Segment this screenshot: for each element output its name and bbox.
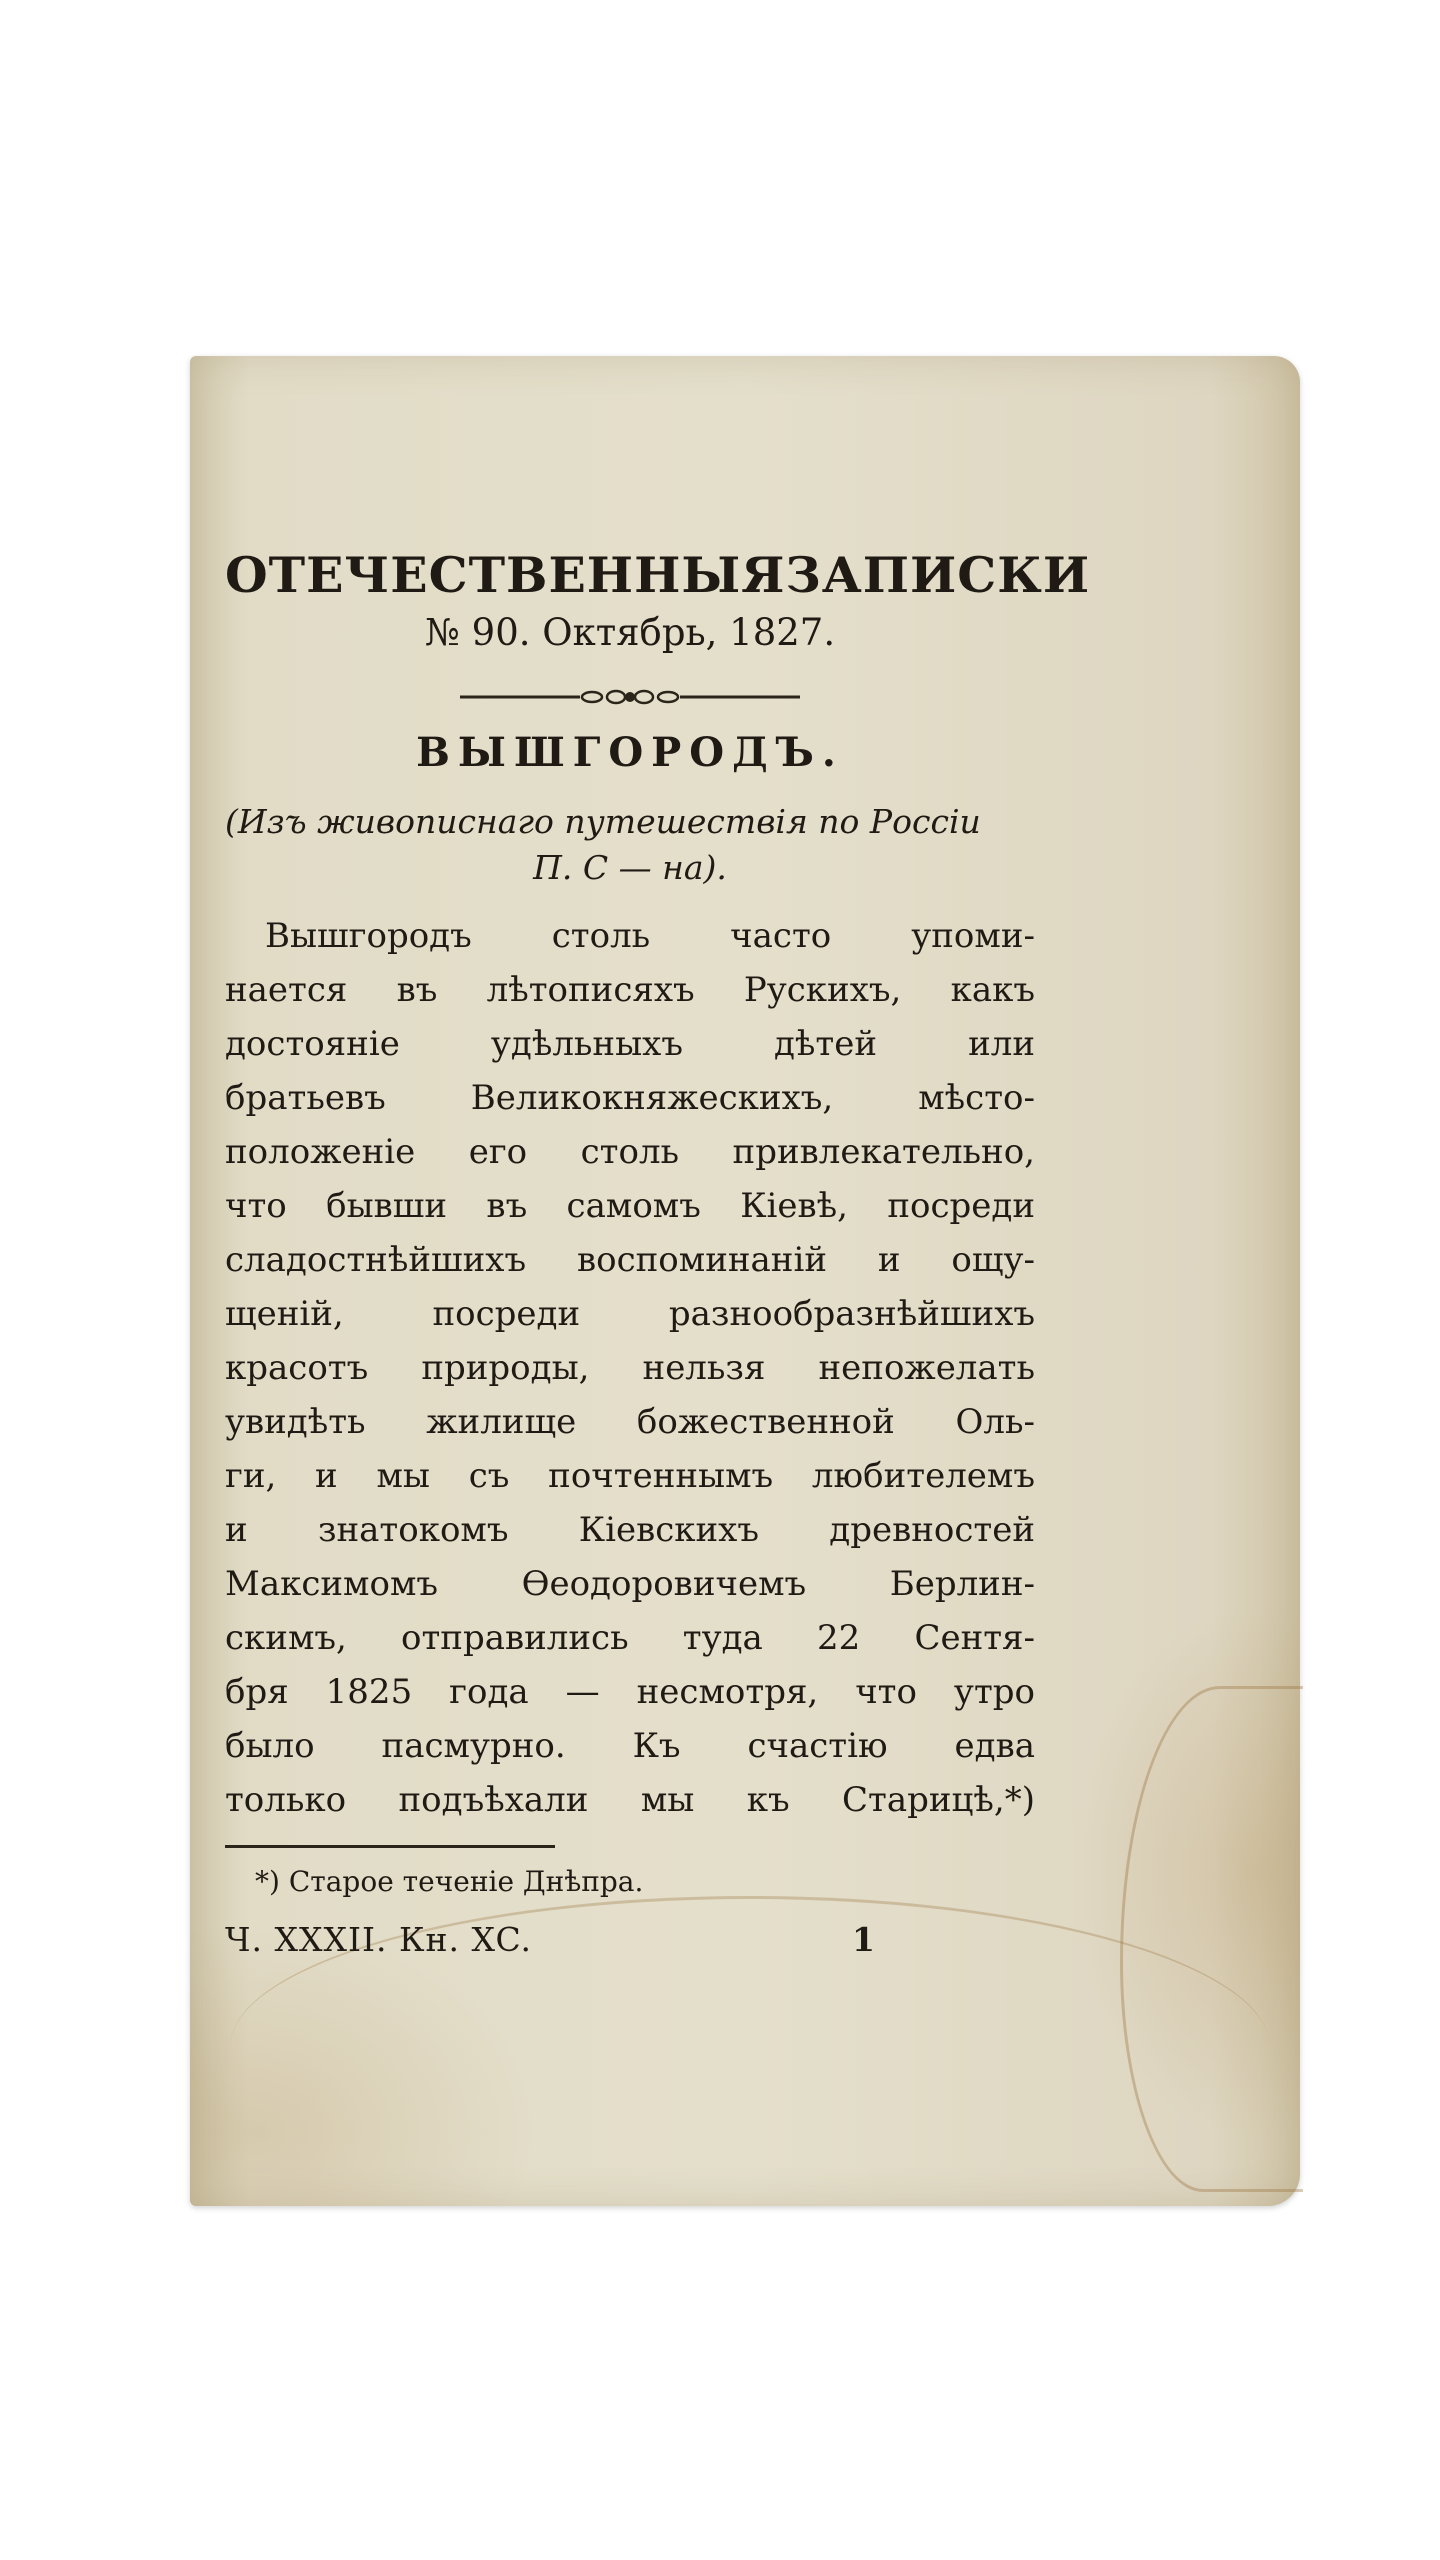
volume-signature: Ч. XXXII. Кн. XC. (225, 1920, 533, 1960)
article-subtitle (225, 799, 1035, 891)
ornament-divider (225, 685, 1035, 709)
article-title: ВЫШГОРОДЪ. (416, 728, 844, 776)
ornament-divider-icon (460, 685, 800, 709)
body-line: щеній, посреди разнообразнѣйшихъ (225, 1294, 1035, 1335)
body-line: было пасмурно. Къ счастію едва (225, 1726, 1035, 1767)
sheet-number: 1 (852, 1920, 875, 1960)
journal-masthead: ОТЕЧЕСТВЕННЫЯЗАПИСКИ (225, 546, 1091, 604)
body-line: только подъѣхали мы къ Старицѣ,*) (225, 1780, 1035, 1821)
body-line: достояніе удѣльныхъ дѣтей или (225, 1024, 1035, 1065)
body-line: нается въ лѣтописяхъ Рускихъ, какъ (225, 970, 1035, 1011)
footnote: *) Старое теченіе Днѣпра. (255, 1865, 644, 1899)
water-stain (1120, 1686, 1303, 2192)
signature-line (225, 1919, 1035, 1962)
body-line: Максимомъ Ѳеодоровичемъ Берлин- (225, 1564, 1035, 1605)
body-line: сладостнѣйшихъ воспоминаній и ощу- (225, 1240, 1035, 1281)
body-line: братьевъ Великокняжескихъ, мѣсто- (225, 1078, 1035, 1119)
subtitle-line: (Изъ живописнаго путешествія по Россіи (225, 801, 981, 841)
body-line: ги, и мы съ почтеннымъ любителемъ (225, 1456, 1035, 1497)
body-line: положеніе его столь привлекательно, (225, 1132, 1035, 1173)
article-body (225, 909, 1035, 1827)
body-line: бря 1825 года — несмотря, что утро (225, 1672, 1035, 1713)
issue-line: № 90. Октябрь, 1827. (424, 610, 836, 654)
body-line: что бывши въ самомъ Кіевѣ, посреди (225, 1186, 1035, 1227)
body-line: и знатокомъ Кіевскихъ древностей (225, 1510, 1035, 1551)
body-line: красотъ природы, нельзя непожелать (225, 1348, 1035, 1389)
body-line: увидѣть жилище божественной Оль- (225, 1402, 1035, 1443)
body-line: Вышгородъ столь часто упоми- (265, 916, 1035, 957)
body-line: скимъ, отправились туда 22 Сентя- (225, 1618, 1035, 1659)
subtitle-line: П. С — на). (533, 848, 727, 888)
footnote-rule (225, 1845, 555, 1848)
page-content (225, 530, 1091, 1962)
